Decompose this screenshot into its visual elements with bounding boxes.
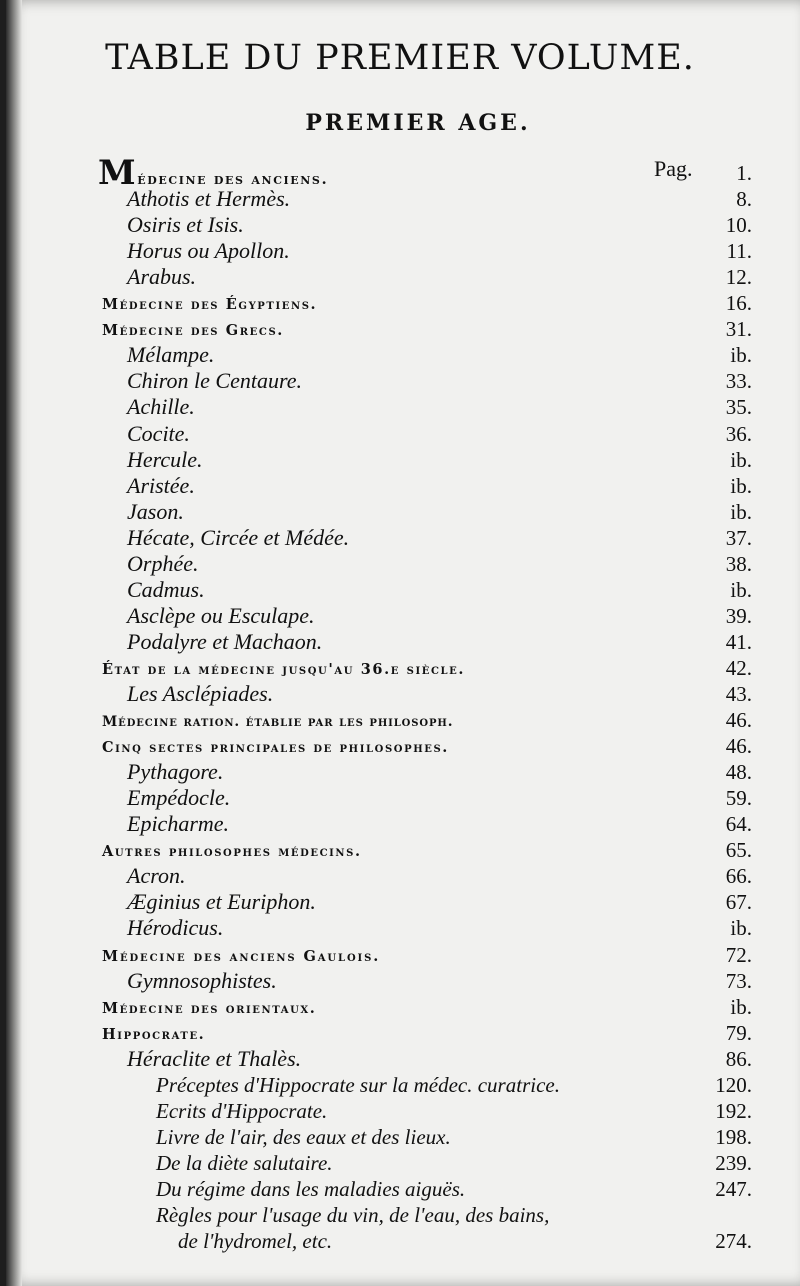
toc-entry <box>0 915 800 941</box>
toc-entry-page-number: 67. <box>725 890 752 915</box>
toc-entry <box>0 942 800 968</box>
toc-entry-title: Médecine des orientaux. <box>102 999 317 1017</box>
toc-entry-title: Chiron le Centaure. <box>127 368 302 394</box>
toc-entry <box>0 1228 800 1254</box>
toc-entry-title: Préceptes d'Hippocrate sur la médec. curatrice. <box>156 1072 560 1097</box>
toc-entry-title: Osiris et Isis. <box>127 212 244 238</box>
toc-entry-page-number: 66. <box>725 864 752 889</box>
toc-entry <box>0 1072 800 1098</box>
toc-entry <box>0 264 800 290</box>
toc-entry <box>0 629 800 655</box>
toc-entry <box>0 785 800 811</box>
toc-entry-page-number: 239. <box>715 1150 752 1175</box>
toc-entry-title: Jason. <box>127 498 184 524</box>
toc-entry <box>0 1124 800 1150</box>
toc-entry <box>0 342 800 368</box>
toc-entry-title: Autres philosophes médecins. <box>102 843 362 861</box>
toc-entry-page-number: 11. <box>726 239 752 264</box>
toc-entry <box>0 811 800 837</box>
toc-entry <box>0 499 800 525</box>
toc-entry-title: Du régime dans les maladies aiguës. <box>156 1176 466 1201</box>
toc-entry-page-number: 120. <box>715 1072 752 1097</box>
toc-entry-page-number: 37. <box>725 525 752 550</box>
toc-entry <box>0 447 800 473</box>
toc-entry-page-number: 16. <box>725 291 752 316</box>
toc-entry-page-number: 33. <box>725 369 752 394</box>
toc-entry <box>0 153 800 193</box>
toc-entry-page-number: ib. <box>730 994 752 1019</box>
toc-entry-page-number: 41. <box>725 629 752 654</box>
toc-entry-title: Cocite. <box>127 420 190 446</box>
toc-entry-title: Médecine ration. établie par les philosoph. <box>102 714 454 731</box>
toc-entry-title: Mélampe. <box>127 342 215 368</box>
toc-entry-title: Horus ou Apollon. <box>127 238 290 264</box>
toc-entry-page-number: ib. <box>730 577 752 602</box>
toc-entry-page-number: ib. <box>730 916 752 941</box>
toc-entry <box>0 290 800 316</box>
toc-entry <box>0 577 800 603</box>
toc-entry <box>0 238 800 264</box>
toc-entry-page-number: 1. <box>736 161 752 185</box>
toc-entry-page-number: 36. <box>725 421 752 446</box>
toc-entry-title: Médecine des anciens Gaulois. <box>102 947 381 965</box>
toc-entry <box>0 733 800 759</box>
toc-entry-page-number: 79. <box>725 1020 752 1045</box>
toc-entry-title: De la diète salutaire. <box>156 1150 333 1175</box>
page-title: TABLE DU PREMIER VOLUME. <box>105 38 695 78</box>
toc-entry-page-number: 65. <box>725 838 752 863</box>
toc-entry <box>0 968 800 994</box>
toc-entry-title: Empédocle. <box>127 785 231 811</box>
toc-entry-page-number: 43. <box>725 682 752 706</box>
toc-entry <box>0 759 800 785</box>
toc-entry-title: Médecine des Égyptiens. <box>102 296 318 314</box>
toc-entry <box>0 1202 800 1228</box>
toc-entry <box>0 316 800 342</box>
toc-entry-page-number: 8. <box>736 187 752 212</box>
toc-entry-title: Ecrits d'Hippocrate. <box>156 1098 328 1123</box>
toc-entry-page-number: 46. <box>725 708 752 733</box>
toc-entry-page-number: 42. <box>725 655 752 680</box>
toc-entry-title: Podalyre et Machaon. <box>127 628 323 654</box>
toc-entry <box>0 603 800 629</box>
toc-entry <box>0 421 800 447</box>
toc-entry <box>0 837 800 863</box>
toc-entry <box>0 889 800 915</box>
toc-entry <box>0 994 800 1020</box>
toc-entry-title: Gymnosophistes. <box>127 967 277 993</box>
toc-entry <box>0 473 800 499</box>
toc-entry-page-number: 31. <box>725 317 752 342</box>
toc-entry <box>0 1020 800 1046</box>
toc-entry-page-number: ib. <box>730 343 752 368</box>
toc-entry-title: Epicharme. <box>127 811 230 837</box>
toc-entry <box>0 707 800 733</box>
toc-entry-title: Æginius et Euriphon. <box>127 889 316 915</box>
toc-entry-title: de l'hydromel, etc. <box>178 1229 333 1254</box>
toc-entry <box>0 368 800 394</box>
toc-entry-title: Orphée. <box>127 550 199 576</box>
toc-entry-page-number: 38. <box>725 551 752 576</box>
toc-entry <box>0 655 800 681</box>
toc-entry <box>0 1046 800 1072</box>
toc-entry-title: Pythagore. <box>127 759 224 785</box>
toc-entry <box>0 863 800 889</box>
toc-entry <box>0 1176 800 1202</box>
toc-entry-page-number: ib. <box>730 447 752 472</box>
toc-entry-page-number: 39. <box>725 603 752 628</box>
toc-entry-title: Cadmus. <box>127 576 205 602</box>
toc-entry-title: Aristée. <box>127 472 195 498</box>
toc-entry-page-number: 192. <box>715 1098 752 1123</box>
toc-entry-title: Athotis et Hermès. <box>127 186 291 212</box>
toc-entry-page-number: ib. <box>730 499 752 524</box>
toc-entry-title: Achille. <box>127 394 195 420</box>
toc-entry-page-number: 64. <box>725 812 752 837</box>
toc-entry-title: Héraclite et Thalès. <box>127 1045 302 1071</box>
toc-entry <box>0 551 800 577</box>
toc-entry-page-number: 86. <box>725 1046 752 1071</box>
toc-entry <box>0 1098 800 1124</box>
toc-entry-title: État de la médecine jusqu'au 36.e siècle. <box>102 660 466 678</box>
toc-entry-page-number: 72. <box>725 942 752 967</box>
toc-entry-page-number: 274. <box>715 1229 752 1254</box>
toc-entry-title: Asclèpe ou Esculape. <box>127 602 315 628</box>
toc-entry-title: Cinq sectes principales de philosophes. <box>102 739 449 757</box>
toc-entry-page-number: 48. <box>725 760 752 785</box>
toc-entry-title: Médecine des Grecs. <box>102 322 284 340</box>
toc-entry-page-number: 35. <box>725 395 752 420</box>
toc-entry-title: Règles pour l'usage du vin, de l'eau, des bains, <box>156 1203 550 1227</box>
pag-label: Pag. <box>654 156 693 181</box>
toc-entry-page-number: 198. <box>715 1124 752 1149</box>
toc-entry-page-number: 73. <box>725 968 752 993</box>
toc-entry-title: Hécate, Circée et Médée. <box>127 524 350 550</box>
toc-entry <box>0 212 800 238</box>
toc-entry-page-number: 247. <box>715 1176 752 1201</box>
toc-entry-title: Arabus. <box>127 264 197 290</box>
toc-entry-title: Livre de l'air, des eaux et des lieux. <box>156 1124 451 1149</box>
toc-entry-title: Hercule. <box>127 446 203 472</box>
toc-entry-title: Les Asclépiades. <box>127 681 274 706</box>
toc-entry <box>0 1150 800 1176</box>
toc-entry-page-number: 10. <box>725 213 752 238</box>
toc-entry <box>0 394 800 420</box>
toc-entry <box>0 525 800 551</box>
toc-entry-page-number: 12. <box>725 265 752 290</box>
toc-entry-title: Hérodicus. <box>127 915 224 941</box>
section-heading: PREMIER AGE. <box>305 110 531 136</box>
toc-entry-page-number: ib. <box>730 473 752 498</box>
toc-entry-title: Médecine des anciens. <box>98 153 329 193</box>
toc-entry-title: Acron. <box>127 863 186 889</box>
toc-entry-page-number: 59. <box>725 786 752 811</box>
toc-entry-page-number: 46. <box>725 734 752 759</box>
toc-entry-title: Hippocrate. <box>102 1025 206 1043</box>
toc-entry <box>0 186 800 212</box>
toc-entry <box>0 681 800 707</box>
